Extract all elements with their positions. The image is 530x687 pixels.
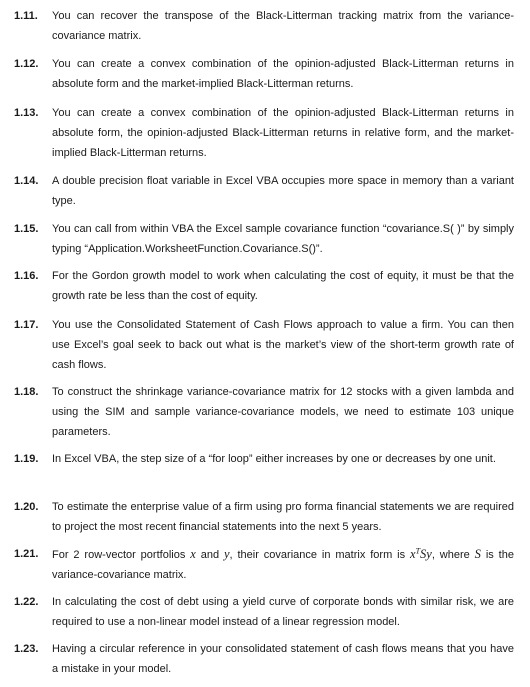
question-text: In Excel VBA, the step size of a “for loop” either increases by one or decreases by one unit. — [52, 453, 496, 465]
question-number: 1.17. — [14, 319, 39, 331]
question-item — [14, 544, 514, 585]
question-number: 1.16. — [14, 270, 39, 282]
math-variable-y: y — [223, 547, 230, 561]
question-text: Having a circular reference in your consolidated statement of cash flows means that you have a mistake in your model. — [52, 643, 514, 675]
math-formula-base: x — [410, 547, 416, 561]
question-number: 1.19. — [14, 453, 39, 465]
question-number: 1.11. — [14, 10, 38, 22]
question-text — [52, 544, 514, 585]
question-text: You can recover the transpose of the Black-Litterman tracking matrix from the variance-covariance matrix. — [52, 10, 514, 42]
text-segment: , their covariance in matrix form is — [229, 549, 410, 561]
question-number: 1.15. — [14, 223, 39, 235]
question-item — [14, 171, 514, 211]
math-formula-rest: Sy — [420, 547, 432, 561]
text-segment: , where — [431, 549, 475, 561]
question-number: 1.22. — [14, 596, 39, 608]
text-segment: For 2 row-vector portfolios — [52, 549, 191, 561]
question-item — [14, 6, 514, 46]
question-item — [14, 266, 514, 306]
question-item — [14, 639, 514, 679]
question-number: 1.13. — [14, 107, 39, 119]
question-number: 1.23. — [14, 643, 39, 655]
question-item — [14, 54, 514, 94]
question-item — [14, 497, 514, 537]
question-item — [14, 219, 514, 259]
question-text: For the Gordon growth model to work when calculating the cost of equity, it must be that the growth rate be less than the cost of equity. — [52, 270, 514, 302]
question-item — [14, 592, 514, 632]
text-segment: and — [195, 549, 224, 561]
question-number: 1.12. — [14, 58, 39, 70]
question-number: 1.20. — [14, 501, 39, 513]
question-text: You can create a convex combination of the opinion-adjusted Black-Litterman returns in absolute form and the market-implied Black-Litterman returns. — [52, 58, 514, 90]
question-item — [14, 449, 514, 469]
question-text: You use the Consolidated Statement of Cash Flows approach to value a firm. You can then use Excel’s goal seek to back out what is the market’s view of the short-term growth rate of cash flows. — [52, 319, 514, 371]
question-text: You can create a convex combination of the opinion-adjusted Black-Litterman returns in absolute form, the opinion-adjusted Black-Litterman returns in relative form, and the market-implied Black-Litterman returns. — [52, 107, 514, 159]
question-number: 1.21. — [14, 548, 39, 560]
question-text: To estimate the enterprise value of a firm using pro forma financial statements we are required to project the most recent financial statements into the next 5 years. — [52, 501, 514, 533]
question-text: In calculating the cost of debt using a yield curve of corporate bonds with similar risk, we are required to use a non-linear model instead of a linear regression model. — [52, 596, 514, 628]
math-variable-s: S — [474, 547, 481, 561]
math-variable-x: x — [190, 547, 196, 561]
math-formula-superscript: T — [415, 546, 421, 556]
question-text: To construct the shrinkage variance-covariance matrix for 12 stocks with a given lambda and using the SIM and sample variance-covariance models, we need to estimate 103 unique parameters. — [52, 386, 514, 438]
question-item — [14, 315, 514, 375]
question-number: 1.18. — [14, 386, 39, 398]
question-item — [14, 382, 514, 442]
text-segment: is the variance-covariance matrix. — [52, 549, 514, 581]
question-text: You can call from within VBA the Excel sample covariance function “covariance.S( )” by simply typing “Application.WorksheetFunction.Covariance.S()”. — [52, 223, 514, 255]
question-text: A double precision float variable in Excel VBA occupies more space in memory than a variant type. — [52, 175, 514, 207]
question-number: 1.14. — [14, 175, 39, 187]
question-item — [14, 103, 514, 163]
